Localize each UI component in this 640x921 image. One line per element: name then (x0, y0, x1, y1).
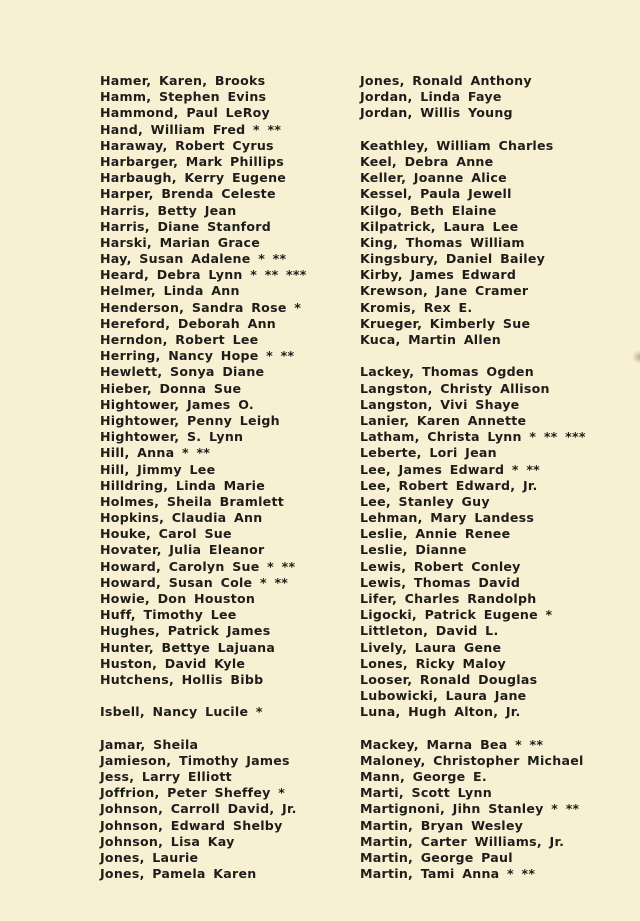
name-entry: Houke, Carol Sue (100, 526, 232, 542)
name-entry: Latham, Christa Lynn * ** *** (360, 429, 586, 445)
name-entry: Herndon, Robert Lee (100, 332, 259, 347)
name-entry: Haraway, Robert Cyrus (100, 137, 274, 153)
name-entry: Jones, Pamela Karen (100, 866, 257, 882)
name-entry: Marti, Scott Lynn (360, 785, 492, 801)
name-entry: Isbell, Nancy Lucile * (100, 704, 263, 720)
name-entry: Jess, Larry Elliott (100, 769, 232, 785)
name-entry: Lifer, Charles Randolph (360, 591, 537, 606)
name-entry: Hamer, Karen, Brooks (100, 73, 266, 88)
name-entry: Martin, Carter Williams, Jr. (360, 833, 565, 849)
name-entry: Lee, James Edward * ** (360, 461, 541, 477)
name-entry: Jordan, Willis Young (360, 105, 513, 121)
name-entry: Howard, Carolyn Sue * ** (100, 558, 296, 574)
list-spacer (360, 348, 586, 364)
name-entry: Martin, Tami Anna * ** (360, 866, 536, 882)
name-entry: Ligocki, Patrick Eugene * (360, 607, 553, 623)
name-entry: Mann, George E. (360, 769, 487, 785)
name-entry: Johnson, Carroll David, Jr. (100, 801, 297, 817)
left-name-column (100, 73, 307, 882)
name-entry: Hughes, Patrick James (100, 623, 271, 639)
name-entry: Herring, Nancy Hope * ** (100, 348, 295, 364)
list-spacer (360, 721, 586, 737)
name-entry: Hammond, Paul LeRoy (100, 105, 271, 121)
name-entry: Hewlett, Sonya Diane (100, 364, 265, 380)
name-entry: Hereford, Deborah Ann (100, 315, 277, 331)
name-entry: Lones, Ricky Maloy (360, 655, 507, 671)
name-entry: Krewson, Jane Cramer (360, 283, 529, 299)
name-entry: Looser, Ronald Douglas (360, 671, 538, 687)
name-entry: Huff, Timothy Lee (100, 607, 237, 623)
name-entry: Krueger, Kimberly Sue (360, 315, 531, 331)
name-entry: Maloney, Christopher Michael (360, 752, 584, 768)
name-entry: Huston, David Kyle (100, 655, 246, 671)
name-entry: Langston, Vivi Shaye (360, 396, 520, 412)
name-entry: Kilpatrick, Laura Lee (360, 218, 519, 234)
name-entry: Johnson, Lisa Kay (100, 833, 235, 849)
name-entry: Hieber, Donna Sue (100, 380, 242, 396)
right-name-column (360, 73, 586, 882)
name-entry: Keathley, William Charles (360, 137, 554, 153)
name-entry: Leslie, Dianne (360, 542, 467, 558)
page-edge-mark (632, 350, 640, 364)
name-entry: Holmes, Sheila Bramlett (100, 493, 285, 509)
name-entry: Leberte, Lori Jean (360, 445, 497, 461)
name-entry: Kuca, Martin Allen (360, 332, 501, 347)
name-entry: Hightower, James O. (100, 396, 254, 412)
name-entry: Harper, Brenda Celeste (100, 186, 276, 202)
name-entry: Hill, Anna * ** (100, 445, 211, 461)
name-entry: Jones, Laurie (100, 850, 199, 865)
name-entry: Hovater, Julia Eleanor (100, 542, 265, 558)
name-entry: Littleton, David L. (360, 623, 499, 639)
name-entry: Leslie, Annie Renee (360, 526, 511, 542)
name-entry: Howie, Don Houston (100, 591, 256, 606)
name-entry: Harbaugh, Kerry Eugene (100, 170, 287, 186)
name-entry: Lehman, Mary Landess (360, 510, 535, 526)
name-entry: Hill, Jimmy Lee (100, 461, 216, 477)
name-entry: Lewis, Robert Conley (360, 558, 521, 574)
name-entry: Jamieson, Timothy James (100, 752, 290, 768)
name-entry: Lackey, Thomas Ogden (360, 364, 534, 380)
name-entry: Johnson, Edward Shelby (100, 817, 283, 833)
name-entry: Hightower, Penny Leigh (100, 412, 280, 428)
name-entry: Keller, Joanne Alice (360, 170, 507, 186)
name-entry: Martignoni, Jihn Stanley * ** (360, 801, 580, 817)
name-entry: Lee, Stanley Guy (360, 493, 490, 509)
name-entry: Jamar, Sheila (100, 736, 199, 752)
name-entry: Martin, Bryan Wesley (360, 817, 524, 833)
name-entry: Lively, Laura Gene (360, 639, 502, 655)
name-entry: Howard, Susan Cole * ** (100, 574, 289, 590)
name-entry: Lee, Robert Edward, Jr. (360, 477, 538, 493)
name-entry: Mackey, Marna Bea * ** (360, 736, 544, 752)
name-entry: Luna, Hugh Alton, Jr. (360, 704, 521, 720)
name-entry: Lubowicki, Laura Jane (360, 688, 527, 704)
name-entry: Kilgo, Beth Elaine (360, 202, 497, 218)
name-entry: Helmer, Linda Ann (100, 283, 240, 299)
name-entry: Hopkins, Claudia Ann (100, 510, 263, 526)
name-entry: Harbarger, Mark Phillips (100, 153, 285, 169)
name-entry: Keel, Debra Anne (360, 153, 494, 169)
name-entry: Kingsbury, Daniel Bailey (360, 251, 546, 267)
name-entry: Hamm, Stephen Evins (100, 89, 267, 105)
name-entry: Jones, Ronald Anthony (360, 73, 532, 88)
name-entry: Lanier, Karen Annette (360, 412, 527, 428)
name-entry: Martin, George Paul (360, 850, 513, 865)
name-entry: Harris, Betty Jean (100, 202, 237, 218)
name-entry: Heard, Debra Lynn * ** *** (100, 267, 307, 283)
name-entry: Henderson, Sandra Rose * (100, 299, 302, 315)
name-entry: Harski, Marian Grace (100, 234, 261, 250)
list-spacer (360, 122, 586, 138)
name-entry: Langston, Christy Allison (360, 380, 550, 396)
name-entry: Hightower, S. Lynn (100, 429, 244, 445)
name-entry: Kessel, Paula Jewell (360, 186, 512, 202)
name-entry: Hilldring, Linda Marie (100, 477, 265, 493)
name-entry: Harris, Diane Stanford (100, 218, 272, 234)
name-entry: Lewis, Thomas David (360, 574, 521, 590)
name-entry: Kirby, James Edward (360, 267, 517, 283)
name-entry: Jordan, Linda Faye (360, 89, 502, 105)
list-spacer (100, 721, 307, 737)
name-entry: Kromis, Rex E. (360, 299, 473, 315)
name-entry: Hay, Susan Adalene * ** (100, 251, 287, 267)
name-entry: Hand, William Fred * ** (100, 121, 282, 137)
name-entry: King, Thomas William (360, 234, 525, 250)
list-spacer (100, 688, 307, 704)
name-entry: Joffrion, Peter Sheffey * (100, 785, 286, 801)
name-entry: Hutchens, Hollis Bibb (100, 671, 264, 687)
name-entry: Hunter, Bettye Lajuana (100, 639, 276, 655)
